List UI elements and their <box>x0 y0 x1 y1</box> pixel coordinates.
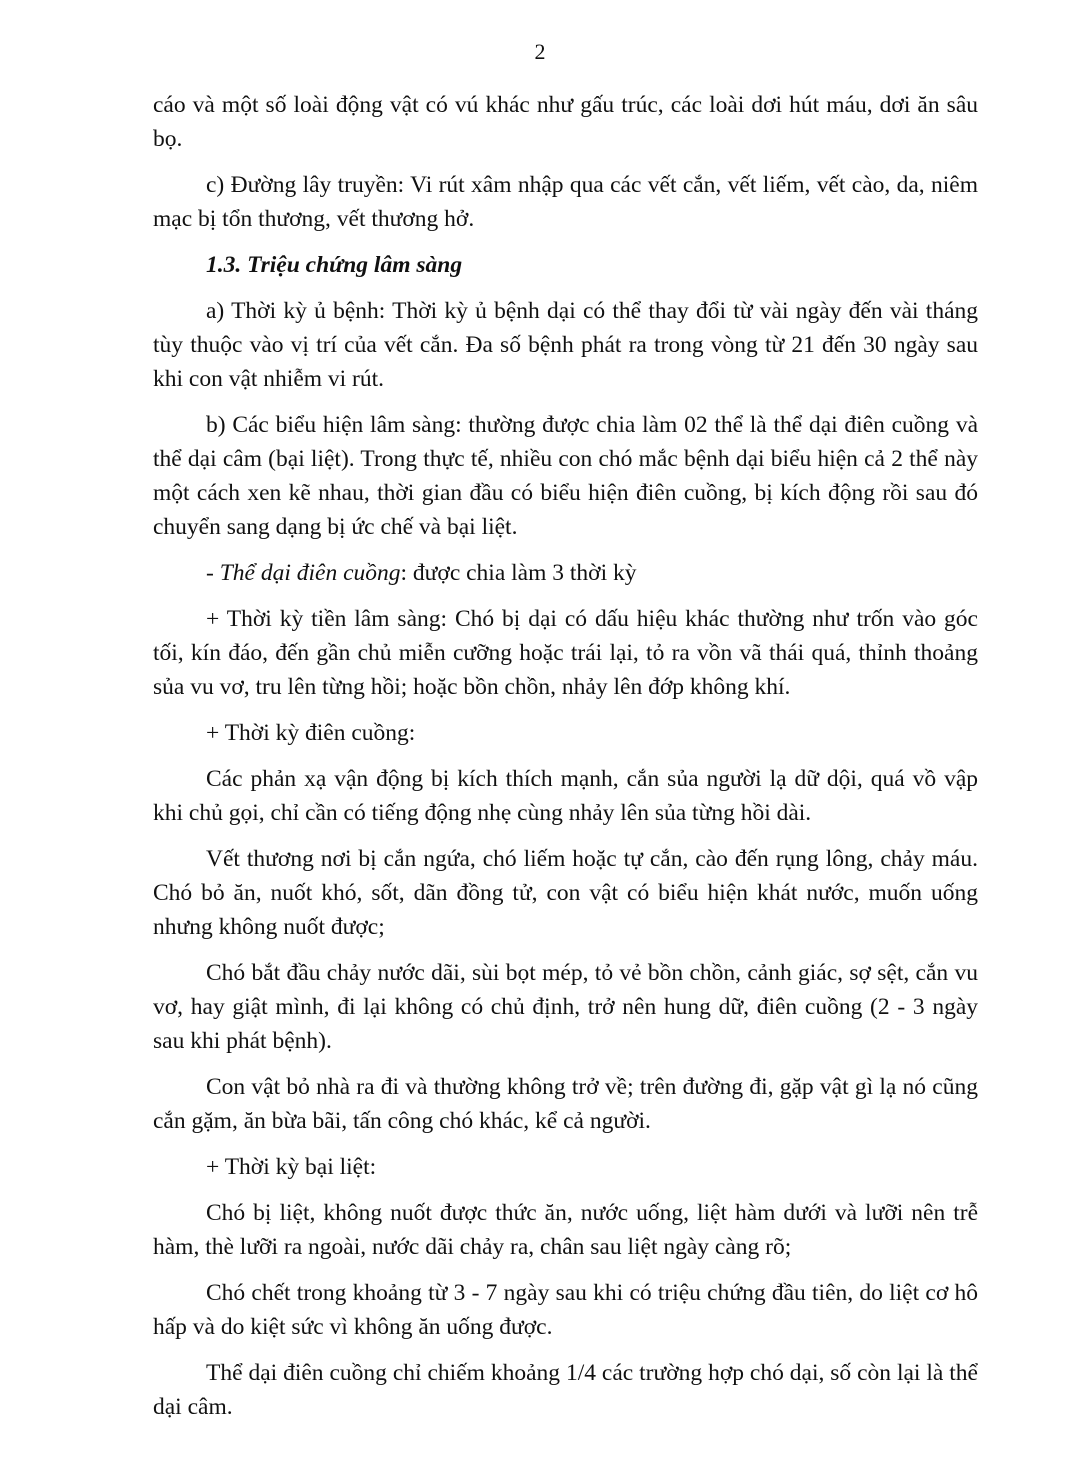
paragraph-clinical-signs: b) Các biểu hiện lâm sàng: thường được chia làm 02 thể là thể dại điên cuồng và thể dại câm (bại liệt). Trong thực tế, nhiều con chó mắc bệnh dại biểu hiện cả 2 thể này một cách xen kẽ nhau, thời gian đầu có biểu hiện điên cuồng, bị kích động rồi sau đó chuyển sang dạng bị ức chế và bại liệt. <box>153 412 978 540</box>
section-heading: 1.3. Triệu chứng lâm sàng <box>206 252 463 278</box>
paragraph-paralytic-stage-heading: + Thời kỳ bại liệt: <box>206 1154 377 1180</box>
paragraph-incubation-period: a) Thời kỳ ủ bệnh: Thời kỳ ủ bệnh dại có thể thay đổi từ vài ngày đến vài tháng tùy thuộc vào vị trí của vết cắn. Đa số bệnh phát ra trong vòng từ 21 đến 30 ngày sau khi con vật nhiễm vi rút. <box>153 298 978 392</box>
furious-form-rest: : được chia làm 3 thời kỳ <box>400 560 637 586</box>
paragraph-paralysis: Chó bị liệt, không nuốt được thức ăn, nước uống, liệt hàm dưới và lưỡi nên trễ hàm, thè lưỡi ra ngoài, nước dãi chảy ra, chân sau liệt ngày càng rõ; <box>153 1200 978 1260</box>
paragraph-furious-stage-heading: + Thời kỳ điên cuồng: <box>206 720 416 746</box>
paragraph-reflexes: Các phản xạ vận động bị kích thích mạnh, cắn sủa người lạ dữ dội, quá vồ vập khi chủ gọi, chỉ cần có tiếng động nhẹ cùng nhảy lên sủa từng hồi dài. <box>153 766 978 826</box>
paragraph-furious-form <box>153 556 978 590</box>
paragraph-death: Chó chết trong khoảng từ 3 - 7 ngày sau khi có triệu chứng đầu tiên, do liệt cơ hô hấp và do kiệt sức vì không ăn uống được. <box>153 1280 978 1340</box>
paragraph-wandering: Con vật bỏ nhà ra đi và thường không trở về; trên đường đi, gặp vật gì lạ nó cũng cắn gặm, ăn bừa bãi, tấn công chó khác, kể cả người. <box>153 1074 978 1134</box>
page-number: 2 <box>534 39 546 64</box>
furious-form-term: Thể dại điên cuồng <box>219 560 401 586</box>
paragraph-transmission-route: c) Đường lây truyền: Vi rút xâm nhập qua các vết cắn, vết liếm, vết cào, da, niêm mạc bị tổn thương, vết thương hở. <box>153 172 978 232</box>
paragraph-prodromal-stage: + Thời kỳ tiền lâm sàng: Chó bị dại có dấu hiệu khác thường như trốn vào góc tối, kín đáo, đến gần chủ miễn cưỡng hoặc trái lại, tỏ ra vồn vã thái quá, thỉnh thoảng sủa vu vơ, tru lên từng hồi; hoặc bồn chồn, nhảy lên đớp không khí. <box>153 606 978 700</box>
paragraph-proportion: Thể dại điên cuồng chỉ chiếm khoảng 1/4 các trường hợp chó dại, số còn lại là thể dại câm. <box>153 1360 978 1420</box>
paragraph-salivation: Chó bắt đầu chảy nước dãi, sùi bọt mép, tỏ vẻ bồn chồn, cảnh giác, sợ sệt, cắn vu vơ, hay giật mình, đi lại không có chủ định, trở nên hung dữ, điên cuồng (2 - 3 ngày sau khi phát bệnh). <box>153 960 978 1054</box>
page-body <box>153 88 978 1436</box>
paragraph-continuation: cáo và một số loài động vật có vú khác như gấu trúc, các loài dơi hút máu, dơi ăn sâu bọ. <box>153 92 978 152</box>
furious-form-prefix: - <box>206 560 220 586</box>
paragraph-wound: Vết thương nơi bị cắn ngứa, chó liếm hoặc tự cắn, cào đến rụng lông, chảy máu. Chó bỏ ăn, nuốt khó, sốt, dãn đồng tử, con vật có biểu hiện khát nước, muốn uống nhưng không nuốt được; <box>153 846 978 940</box>
